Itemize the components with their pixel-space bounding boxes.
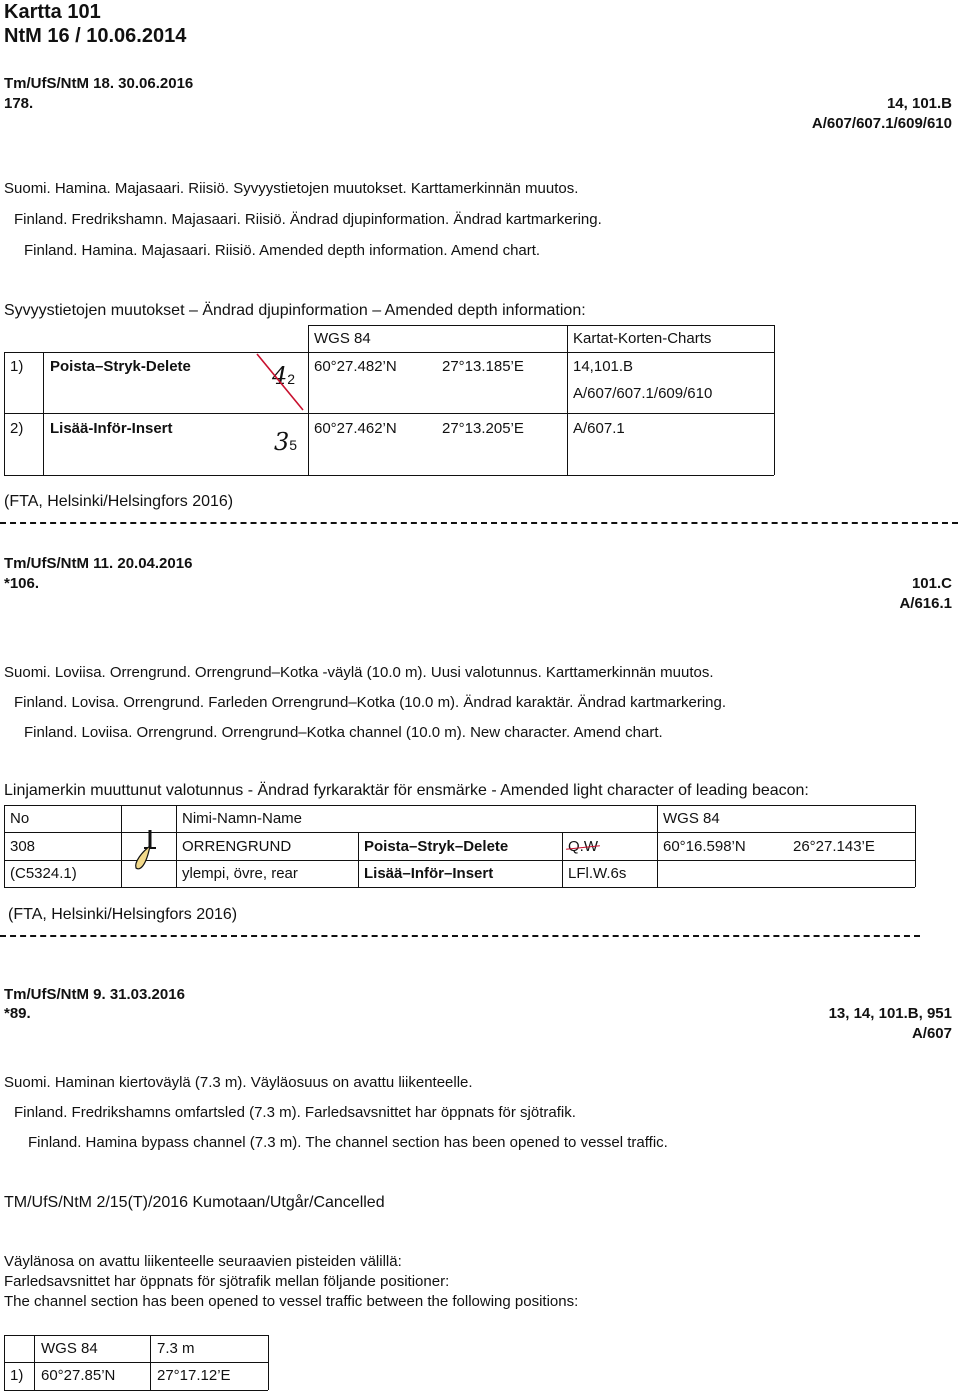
light-row-1-action: Poista–Stryk–Delete: [364, 838, 509, 855]
row-2-action: Lisää-Inför-Insert: [50, 420, 173, 437]
notice-3-ref: Tm/UfS/NtM 9. 31.03.2016: [4, 986, 185, 1003]
notice-3-text-sv: Farledsavsnittet har öppnats för sjötrafik mellan följande positioner:: [4, 1273, 450, 1290]
light-row-2-char: LFl.W.6s: [568, 865, 627, 882]
separator-1: [0, 522, 958, 524]
notice-1-ref: Tm/UfS/NtM 18. 30.06.2016: [4, 75, 194, 92]
notice-3-title-en: Finland. Hamina bypass channel (7.3 m). The channel section has been opened to vessel traffic.: [28, 1134, 668, 1151]
row-2-charts: A/607.1: [573, 420, 625, 437]
light-row-1-lon: 26°27.143’E: [793, 838, 875, 855]
row-2-no: 2): [10, 420, 24, 437]
col-depth: 7.3 m: [157, 1340, 195, 1357]
notice-2-table-heading: Linjamerkin muuttunut valotunnus - Ändrad fyrkaraktär för ensmärke - Amended light character of leading beacon:: [4, 782, 809, 799]
notice-3-number: *89.: [4, 1005, 31, 1022]
notice-3-charts-1: 13, 14, 101.B, 951: [828, 1005, 952, 1022]
notice-3-cancelled: TM/UfS/NtM 2/15(T)/2016 Kumotaan/Utgår/Cancelled: [4, 1194, 385, 1211]
depth-3: 3: [274, 428, 290, 456]
notice-2-title-fi: Suomi. Loviisa. Orrengrund. Orrengrund–Kotka -väylä (10.0 m). Uusi valotunnus. Karttamerkinnän muutos.: [4, 664, 714, 681]
strike-mark: [255, 352, 315, 412]
light-row-2-no: (C5324.1): [10, 865, 77, 882]
notice-1-title-sv: Finland. Fredrikshamn. Majasaari. Riisiö. Ändrad djupinformation. Ändrad kartmarkering.: [14, 211, 602, 228]
notice-1-charts-1: 14, 101.B: [886, 95, 952, 112]
light-row-1-no: 308: [10, 838, 36, 855]
depth-4: 4: [272, 362, 288, 390]
light-row-1-char: [568, 838, 598, 855]
row-2-lat: 60°27.462’N: [314, 420, 397, 437]
depth-3-sub: 5: [289, 437, 298, 453]
notice-2-title-en: Finland. Loviisa. Orrengrund. Orrengrund–Kotka channel (10.0 m). New character. Amend chart.: [24, 724, 663, 741]
notice-3-charts-2: A/607: [911, 1025, 952, 1042]
row-1-lon: 27°13.185’E: [442, 358, 524, 375]
page-subtitle: NtM 16 / 10.06.2014: [4, 25, 187, 47]
notice-3-title-fi: Suomi. Haminan kiertoväylä (7.3 m). Väyläosuus on avattu liikenteelle.: [4, 1074, 473, 1091]
col-wgs84: WGS 84: [314, 330, 371, 347]
notice-2-number: *106.: [4, 575, 40, 592]
notice-1-charts-2: A/607/607.1/609/610: [811, 115, 952, 132]
light-row-2-action: Lisää–Inför–Insert: [364, 865, 494, 882]
separator-2: [0, 935, 920, 937]
notice-1-title-en: Finland. Hamina. Majasaari. Riisiö. Amended depth information. Amend chart.: [24, 242, 541, 259]
depth-sounding-inserted: [274, 428, 297, 456]
notice-3-title-sv: Finland. Fredrikshamns omfartsled (7.3 m). Farledsavsnittet har öppnats för sjötrafik.: [14, 1104, 576, 1121]
notice-2-ref: Tm/UfS/NtM 11. 20.04.2016: [4, 555, 193, 572]
row-1-lat: 60°27.482’N: [314, 358, 397, 375]
light-row-1-name: ORRENGRUND: [182, 838, 292, 855]
light-row-2-name: ylempi, övre, rear: [182, 865, 298, 882]
notice-1-number: 178.: [4, 95, 34, 112]
notice-1-source: (FTA, Helsinki/Helsingfors 2016): [4, 493, 234, 510]
row-1-action: Poista–Stryk-Delete: [50, 358, 191, 375]
notice-1-title-fi: Suomi. Hamina. Majasaari. Riisiö. Syvyystietojen muutokset. Karttamerkinnän muutos.: [4, 180, 579, 197]
row-2-lon: 27°13.205’E: [442, 420, 524, 437]
row-1-charts-b: A/607/607.1/609/610: [573, 385, 713, 402]
pos-row-1-lon: 27°17.12’E: [157, 1367, 231, 1384]
notice-2-charts-1: 101.C: [911, 575, 952, 592]
page-title: Kartta 101: [4, 1, 101, 23]
notice-1-table-heading: Syvyystietojen muutokset – Ändrad djupinformation – Amended depth information:: [4, 302, 586, 319]
notice-2-charts-2: A/616.1: [899, 595, 952, 612]
col-charts: Kartat-Korten-Charts: [573, 330, 712, 347]
row-1-no: 1): [10, 358, 24, 375]
notice-2-title-sv: Finland. Lovisa. Orrengrund. Farleden Orrengrund–Kotka (10.0 m). Ändrad karaktär. Ändrad kartmarkering.: [14, 694, 727, 711]
col-wgs84-3: WGS 84: [41, 1340, 98, 1357]
light-beacon-icon: [128, 828, 168, 872]
row-1-charts-a: 14,101.B: [573, 358, 634, 375]
col-no: No: [10, 810, 30, 827]
col-wgs84-2: WGS 84: [663, 810, 720, 827]
notice-2-source: (FTA, Helsinki/Helsingfors 2016): [8, 906, 238, 923]
struck-character: Q.W: [568, 838, 598, 855]
notice-3-text-en: The channel section has been opened to vessel traffic between the following positions:: [4, 1293, 579, 1310]
pos-row-1-lat: 60°27.85’N: [41, 1367, 116, 1384]
depth-4-sub: 2: [287, 371, 296, 387]
light-row-1-lat: 60°16.598’N: [663, 838, 746, 855]
notice-3-text-fi: Väylänosa on avattu liikenteelle seuraavien pisteiden välillä:: [4, 1253, 402, 1270]
col-name: Nimi-Namn-Name: [182, 810, 303, 827]
pos-row-1-no: 1): [10, 1367, 24, 1384]
